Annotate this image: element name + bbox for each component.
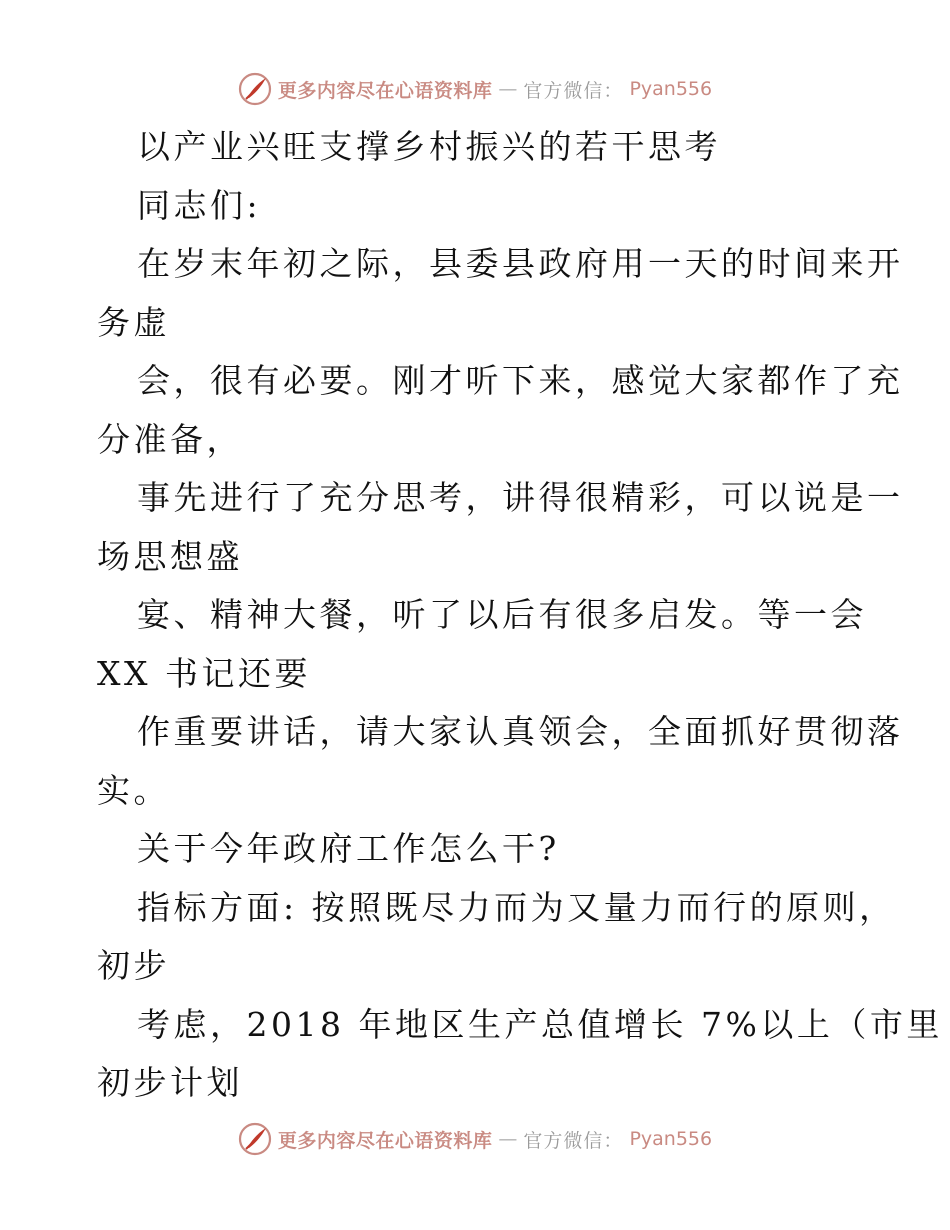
paragraph-line: 场思想盛 xyxy=(97,536,243,576)
paragraph-line: 务虚 xyxy=(97,302,170,342)
paragraph-line: 初步 xyxy=(97,946,170,985)
document-body xyxy=(97,118,943,1113)
watermark-separator: — xyxy=(498,78,518,100)
paragraph-line: 宴、精神大餐，听了以后有很多启发。等一会 xyxy=(137,595,867,634)
footer-watermark xyxy=(0,1122,950,1156)
paragraph-line: 考虑，2018 年地区生产总值增长 7%以上（市里 xyxy=(137,1004,943,1044)
paragraph-line: 初步计划 xyxy=(97,1063,243,1102)
paragraph-line: 指标方面: 按照既尽力而为又量力而行的原则， xyxy=(137,887,896,927)
watermark-wechat-id: Pyan556 xyxy=(629,1128,713,1150)
header-watermark xyxy=(0,72,950,106)
paragraph-line: 实。 xyxy=(97,770,170,810)
paragraph-line: 会，很有必要。刚才听下来，感觉大家都作了充 xyxy=(137,361,904,400)
salutation: 同志们: xyxy=(137,185,262,225)
paragraph-line: 关于今年政府工作怎么干? xyxy=(137,829,560,868)
watermark-wechat-label: 官方微信： xyxy=(523,79,624,102)
feather-quill-logo-icon xyxy=(238,72,272,106)
watermark-main-text: 更多内容尽在心语资料库 xyxy=(277,79,493,102)
watermark-wechat-id: Pyan556 xyxy=(629,78,713,100)
watermark-separator: — xyxy=(498,1128,518,1150)
paragraph-line: XX 书记还要 xyxy=(97,653,311,693)
document-title: 以产业兴旺支撑乡村振兴的若干思考 xyxy=(137,127,721,166)
paragraph-line: 事先进行了充分思考，讲得很精彩，可以说是一 xyxy=(137,478,904,517)
watermark-wechat-label: 官方微信： xyxy=(523,1129,624,1152)
paragraph-line: 作重要讲话，请大家认真领会，全面抓好贯彻落 xyxy=(137,712,904,751)
watermark-main-text: 更多内容尽在心语资料库 xyxy=(277,1129,493,1152)
paragraph-line: 在岁末年初之际，县委县政府用一天的时间来开 xyxy=(137,244,904,283)
feather-quill-logo-icon xyxy=(238,1122,272,1156)
paragraph-line: 分准备， xyxy=(97,419,243,459)
